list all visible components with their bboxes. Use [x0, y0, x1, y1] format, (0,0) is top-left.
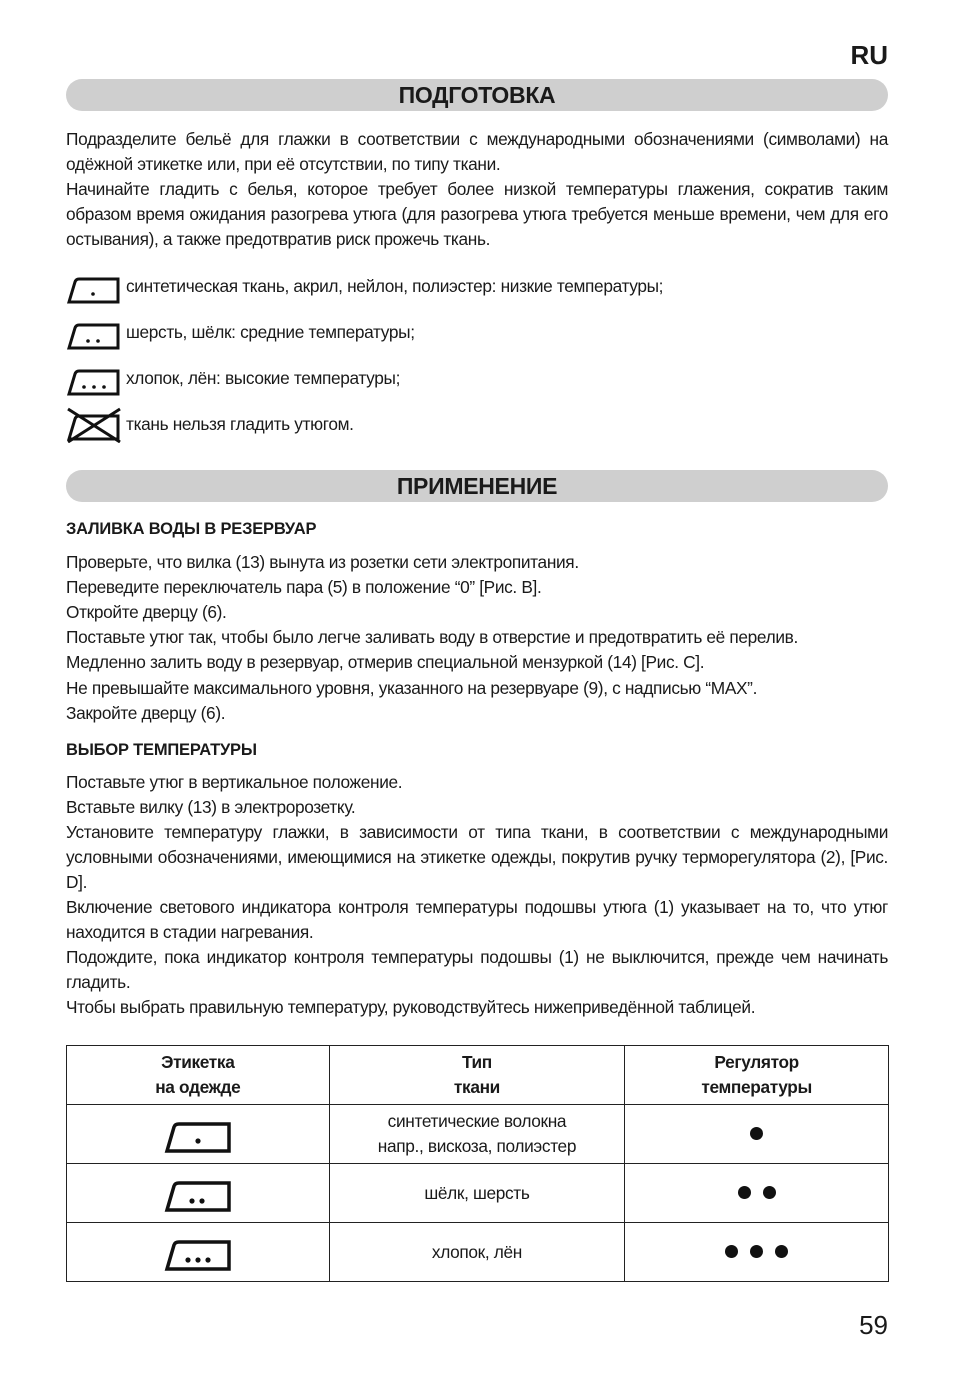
table-header-row: [67, 1046, 889, 1105]
table-cell-icon: [67, 1105, 330, 1164]
header-label: [67, 1046, 330, 1105]
table-cell-fabric: [329, 1223, 625, 1282]
language-code: RU: [850, 40, 888, 70]
temp-step-6: Чтобы выбрать правильную температуру, руководствуйтесь нижеприведённой таблицей.: [66, 997, 756, 1017]
subheading-water-filling: ЗАЛИВКА ВОДЫ В РЕЗЕРВУАР: [66, 520, 317, 538]
header-fabric-line1: Тип: [461, 1052, 492, 1072]
temp-dot: [750, 1127, 763, 1140]
symbol-row-low: [66, 268, 663, 304]
temperature-text: [66, 770, 888, 1020]
fabric-line1: шёлк, шерсть: [424, 1182, 530, 1203]
table-cell-dots: [625, 1223, 889, 1282]
subheading-temperature: ВЫБОР ТЕМПЕРАТУРЫ: [66, 741, 257, 759]
iron-one-dot-icon: [66, 268, 122, 304]
symbol-row-no-iron: [66, 406, 354, 442]
table-row: [67, 1105, 889, 1164]
water-step-6: Не превышайте максимального уровня, указанного на резервуаре (9), с надписью “MAX”.: [66, 678, 758, 698]
header-fabric: [329, 1046, 625, 1105]
header-fabric-line2: ткани: [453, 1077, 500, 1097]
header-regulator-line1: Регулятор: [714, 1052, 799, 1072]
page-number: 59: [859, 1310, 888, 1340]
temperature-table: [66, 1045, 889, 1282]
table-cell-dots: [625, 1105, 889, 1164]
header-label-line2: на одежде: [155, 1077, 241, 1097]
temp-step-1: Поставьте утюг в вертикальное положение.: [66, 772, 403, 792]
temp-dot: [750, 1245, 763, 1258]
symbol-text-high: хлопок, лён: высокие температуры;: [126, 367, 401, 388]
water-step-3: Откройте дверцу (6).: [66, 602, 227, 622]
fabric-line2: напр., вискоза, полиэстер: [377, 1136, 577, 1156]
iron-crossed-icon: [66, 405, 122, 443]
iron-three-dots-icon: [163, 1232, 233, 1272]
table-cell-icon: [67, 1164, 330, 1223]
preparation-paragraph-1: Подразделите бельё для глажки в соответствии с международными обозначениями (символами) на одёжной этикетке или, при её отсутствии, по типу ткани.: [66, 129, 888, 174]
water-step-2: Переведите переключатель пара (5) в положение “0” [Рис. B].: [66, 577, 542, 597]
water-step-7: Закройте дверцу (6).: [66, 703, 226, 723]
temp-dot: [763, 1186, 776, 1199]
temp-dot: [738, 1186, 751, 1199]
fabric-line1: синтетические волокна: [387, 1111, 567, 1131]
temp-dot: [775, 1245, 788, 1258]
temp-step-5: Подождите, пока индикатор контроля температуры подошвы (1) не выключится, прежде чем начинать гладить.: [66, 947, 888, 992]
fabric-line1: хлопок, лён: [431, 1241, 522, 1262]
temp-step-2: Вставьте вилку (13) в электророзетку.: [66, 797, 356, 817]
preparation-paragraph-2: Начинайте гладить с белья, которое требует более низкой температуры глажения, сократив таким образом время ожидания разогрева утюга (для разогрева утюга требуется меньше времени, чем для его остывания), а также предотвратив риск прожечь ткань.: [66, 179, 888, 249]
table-cell-fabric: [329, 1164, 625, 1223]
temp-step-4: Включение светового индикатора контроля температуры подошвы утюга (1) указывает на то, что утюг находится в стадии нагревания.: [66, 897, 888, 942]
symbol-row-high: [66, 360, 400, 396]
header-regulator-line2: температуры: [701, 1077, 812, 1097]
iron-two-dots-icon: [163, 1173, 233, 1213]
table-cell-fabric: [329, 1105, 625, 1164]
symbol-row-medium: [66, 314, 415, 350]
iron-two-dots-icon: [66, 314, 122, 350]
iron-three-dots-icon: [66, 360, 122, 396]
iron-one-dot-icon: [163, 1114, 233, 1154]
temp-step-3: Установите температуру глажки, в зависимости от типа ткани, в соответствии с международными условными обозначениями, имеющимися на этикетке одежды, покрутив ручку терморегулятора (2), [Рис. D].: [66, 822, 888, 892]
water-step-1: Проверьте, что вилка (13) вынута из розетки сети электропитания.: [66, 552, 579, 572]
water-step-4: Поставьте утюг так, чтобы было легче заливать воду в отверстие и предотвратить её перелив.: [66, 627, 798, 647]
section-title-preparation: ПОДГОТОВКА: [66, 79, 888, 111]
table-row: [67, 1164, 889, 1223]
temp-dot: [725, 1245, 738, 1258]
water-step-5: Медленно залить воду в резервуар, отмерив специальной мензуркой (14) [Рис. C].: [66, 652, 705, 672]
preparation-text: [66, 127, 888, 252]
symbol-text-medium: шерсть, шёлк: средние температуры;: [126, 321, 415, 342]
section-title-usage: ПРИМЕНЕНИЕ: [66, 470, 888, 502]
table-cell-dots: [625, 1164, 889, 1223]
header-regulator: [625, 1046, 889, 1105]
header-label-line1: Этикетка: [161, 1052, 235, 1072]
table-row: [67, 1223, 889, 1282]
symbol-text-low: синтетическая ткань, акрил, нейлон, полиэстер: низкие температуры;: [126, 275, 664, 296]
symbol-text-no-iron: ткань нельзя гладить утюгом.: [126, 413, 354, 434]
table-cell-icon: [67, 1223, 330, 1282]
